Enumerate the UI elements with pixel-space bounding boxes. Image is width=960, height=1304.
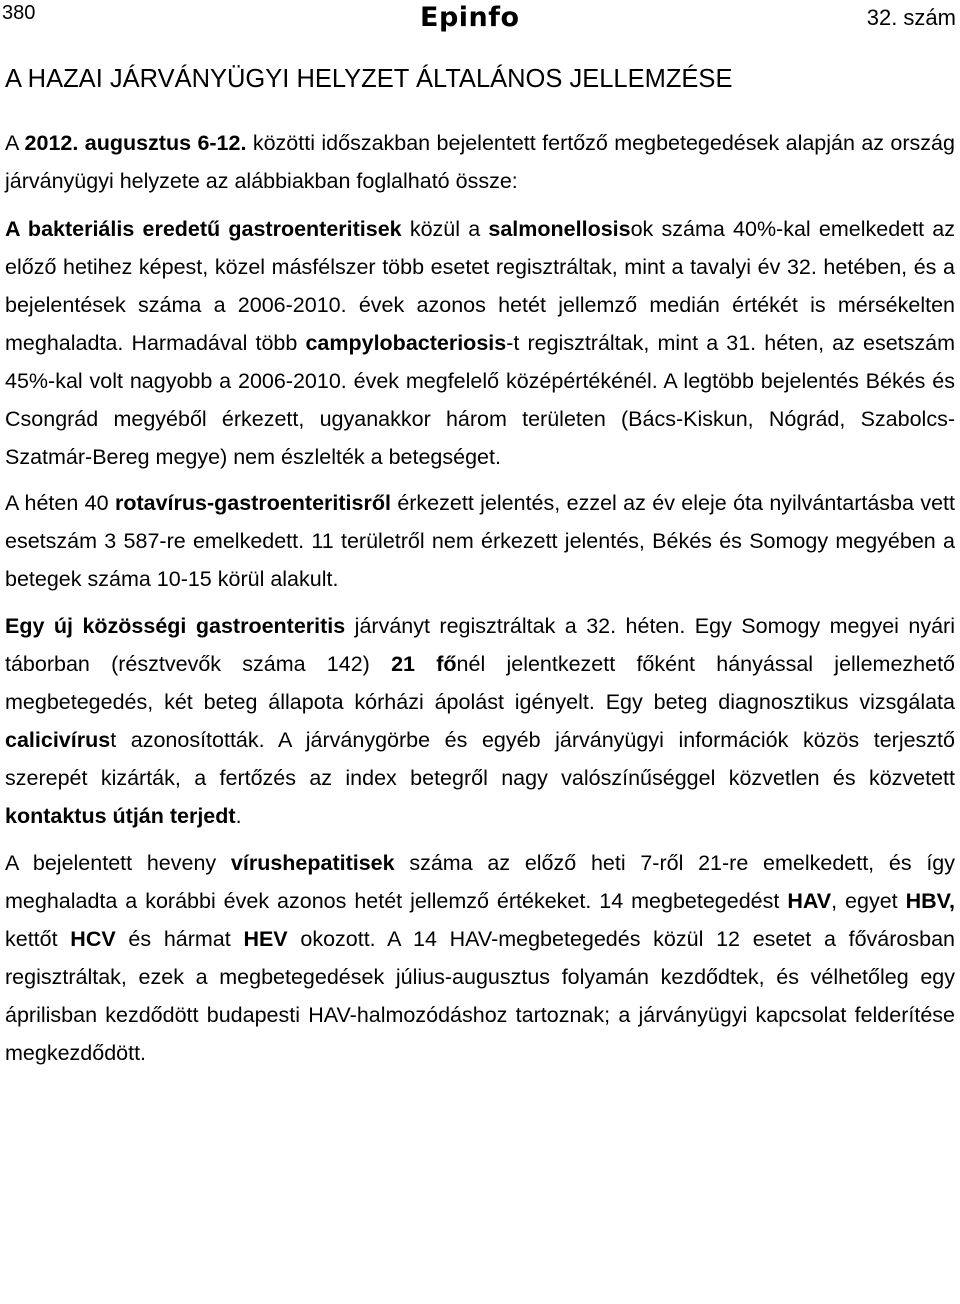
article-body	[5, 124, 955, 1082]
text-run: nél jelentkezett főként hányással jellemezhető megbetegedés, két beteg állapota kórházi ápolást igényelt. Egy beteg diagnosztikus vizsgálata	[5, 652, 955, 714]
epinfo-logo: Epinfo	[420, 2, 520, 33]
text-run: A héten 40	[5, 491, 115, 515]
bold-text-run: rotavírus-gastroenteritisről	[114, 491, 391, 515]
paragraph-bacterial	[5, 210, 955, 476]
bold-text-run: 21 fő	[391, 652, 457, 676]
text-run: , egyet	[831, 889, 906, 913]
page-number: 380	[2, 2, 36, 24]
bold-text-run: 2012. augusztus 6-12.	[24, 131, 247, 155]
text-run: A bejelentett heveny	[5, 851, 231, 875]
paragraph-rotavirus	[5, 484, 955, 598]
text-run: okozott. A 14 HAV-megbetegedés közül 12 esetet a fővárosban regisztráltak, ezek a megbetegedések július-augusztus folyamán kezdődtek, és vélhetőleg egy áprilisban kezdődött budapesti HAV-halmozódáshoz tartoznak; a járványügyi kapcsolat felderítése megkezdődött.	[5, 927, 955, 1065]
paragraph-outbreak	[5, 607, 955, 835]
bold-text-run: calicivírus	[5, 728, 111, 752]
bold-text-run: campylobacteriosis	[305, 331, 507, 355]
bold-text-run: HEV	[243, 927, 288, 951]
text-run: száma az előző heti 7-ről 21-re emelkedett, és így meghaladta a korábbi évek azonos hetét jellemző értékeket. 14 megbetegedést	[5, 851, 955, 913]
bold-text-run: HAV	[787, 889, 832, 913]
paragraph-intro	[5, 124, 955, 200]
text-run: ok száma 40%-kal emelkedett az előző hetihez képest, közel másfélszer több esetet regisztráltak, mint a tavalyi év 32. hetében, és a bejelentések száma a 2006-2010. évek azonos hetét jellemző medián értékét is mérsékelten meghaladta. Harmadával több	[5, 217, 955, 355]
text-run: A	[5, 131, 25, 155]
bold-text-run: vírushepatitisek	[230, 851, 395, 875]
text-run: közül a	[401, 217, 489, 241]
text-run: kettőt	[5, 927, 71, 951]
text-run: közötti időszakban bejelentett fertőző megbetegedések alapján az ország járványügyi helyzete az alábbiakban foglalható össze:	[5, 131, 955, 193]
text-run: járványt regisztráltak a 32. héten. Egy Somogy megyei nyári táborban (résztvevők száma 142)	[5, 614, 955, 676]
bold-text-run: A bakteriális eredetű gastroenteritisek	[5, 217, 402, 241]
section-title: A HAZAI JÁRVÁNYÜGYI HELYZET ÁLTALÁNOS JELLEMZÉSE	[5, 65, 733, 93]
page-header	[0, 0, 960, 40]
text-run: érkezett jelentés, ezzel az év eleje óta nyilvántartásba vett esetszám 3 587-re emelkedett. 11 területről nem érkezett jelentés, Békés és Somogy megyében a betegek száma 10-15 körül alakult.	[5, 491, 955, 591]
bold-text-run: HBV,	[905, 889, 955, 913]
bold-text-run: kontaktus útján terjedt	[5, 804, 236, 828]
bold-text-run: salmonellosis	[488, 217, 631, 241]
text-run: és hármat	[115, 927, 244, 951]
bold-text-run: Egy új közösségi gastroenteritis	[5, 614, 346, 638]
issue-number: 32. szám	[866, 5, 956, 30]
text-run: .	[235, 804, 242, 828]
text-run: t azonosították. A járványgörbe és egyéb járványügyi információk közös terjesztő szerepét kizárták, a fertőzés az index betegről nagy valószínűséggel közvetlen és közvetett	[5, 728, 955, 790]
text-run: -t regisztráltak, mint a 31. héten, az esetszám 45%-kal volt nagyobb a 2006-2010. évek megfelelő középértékénél. A legtöbb bejelentés Békés és Csongrád megyéből érkezett, ugyanakkor három területen (Bács-Kiskun, Nógrád, Szabolcs-Szatmár-Bereg megye) nem észlelték a betegséget.	[5, 331, 955, 469]
paragraph-hepatitis	[5, 844, 955, 1072]
bold-text-run: HCV	[70, 927, 116, 951]
